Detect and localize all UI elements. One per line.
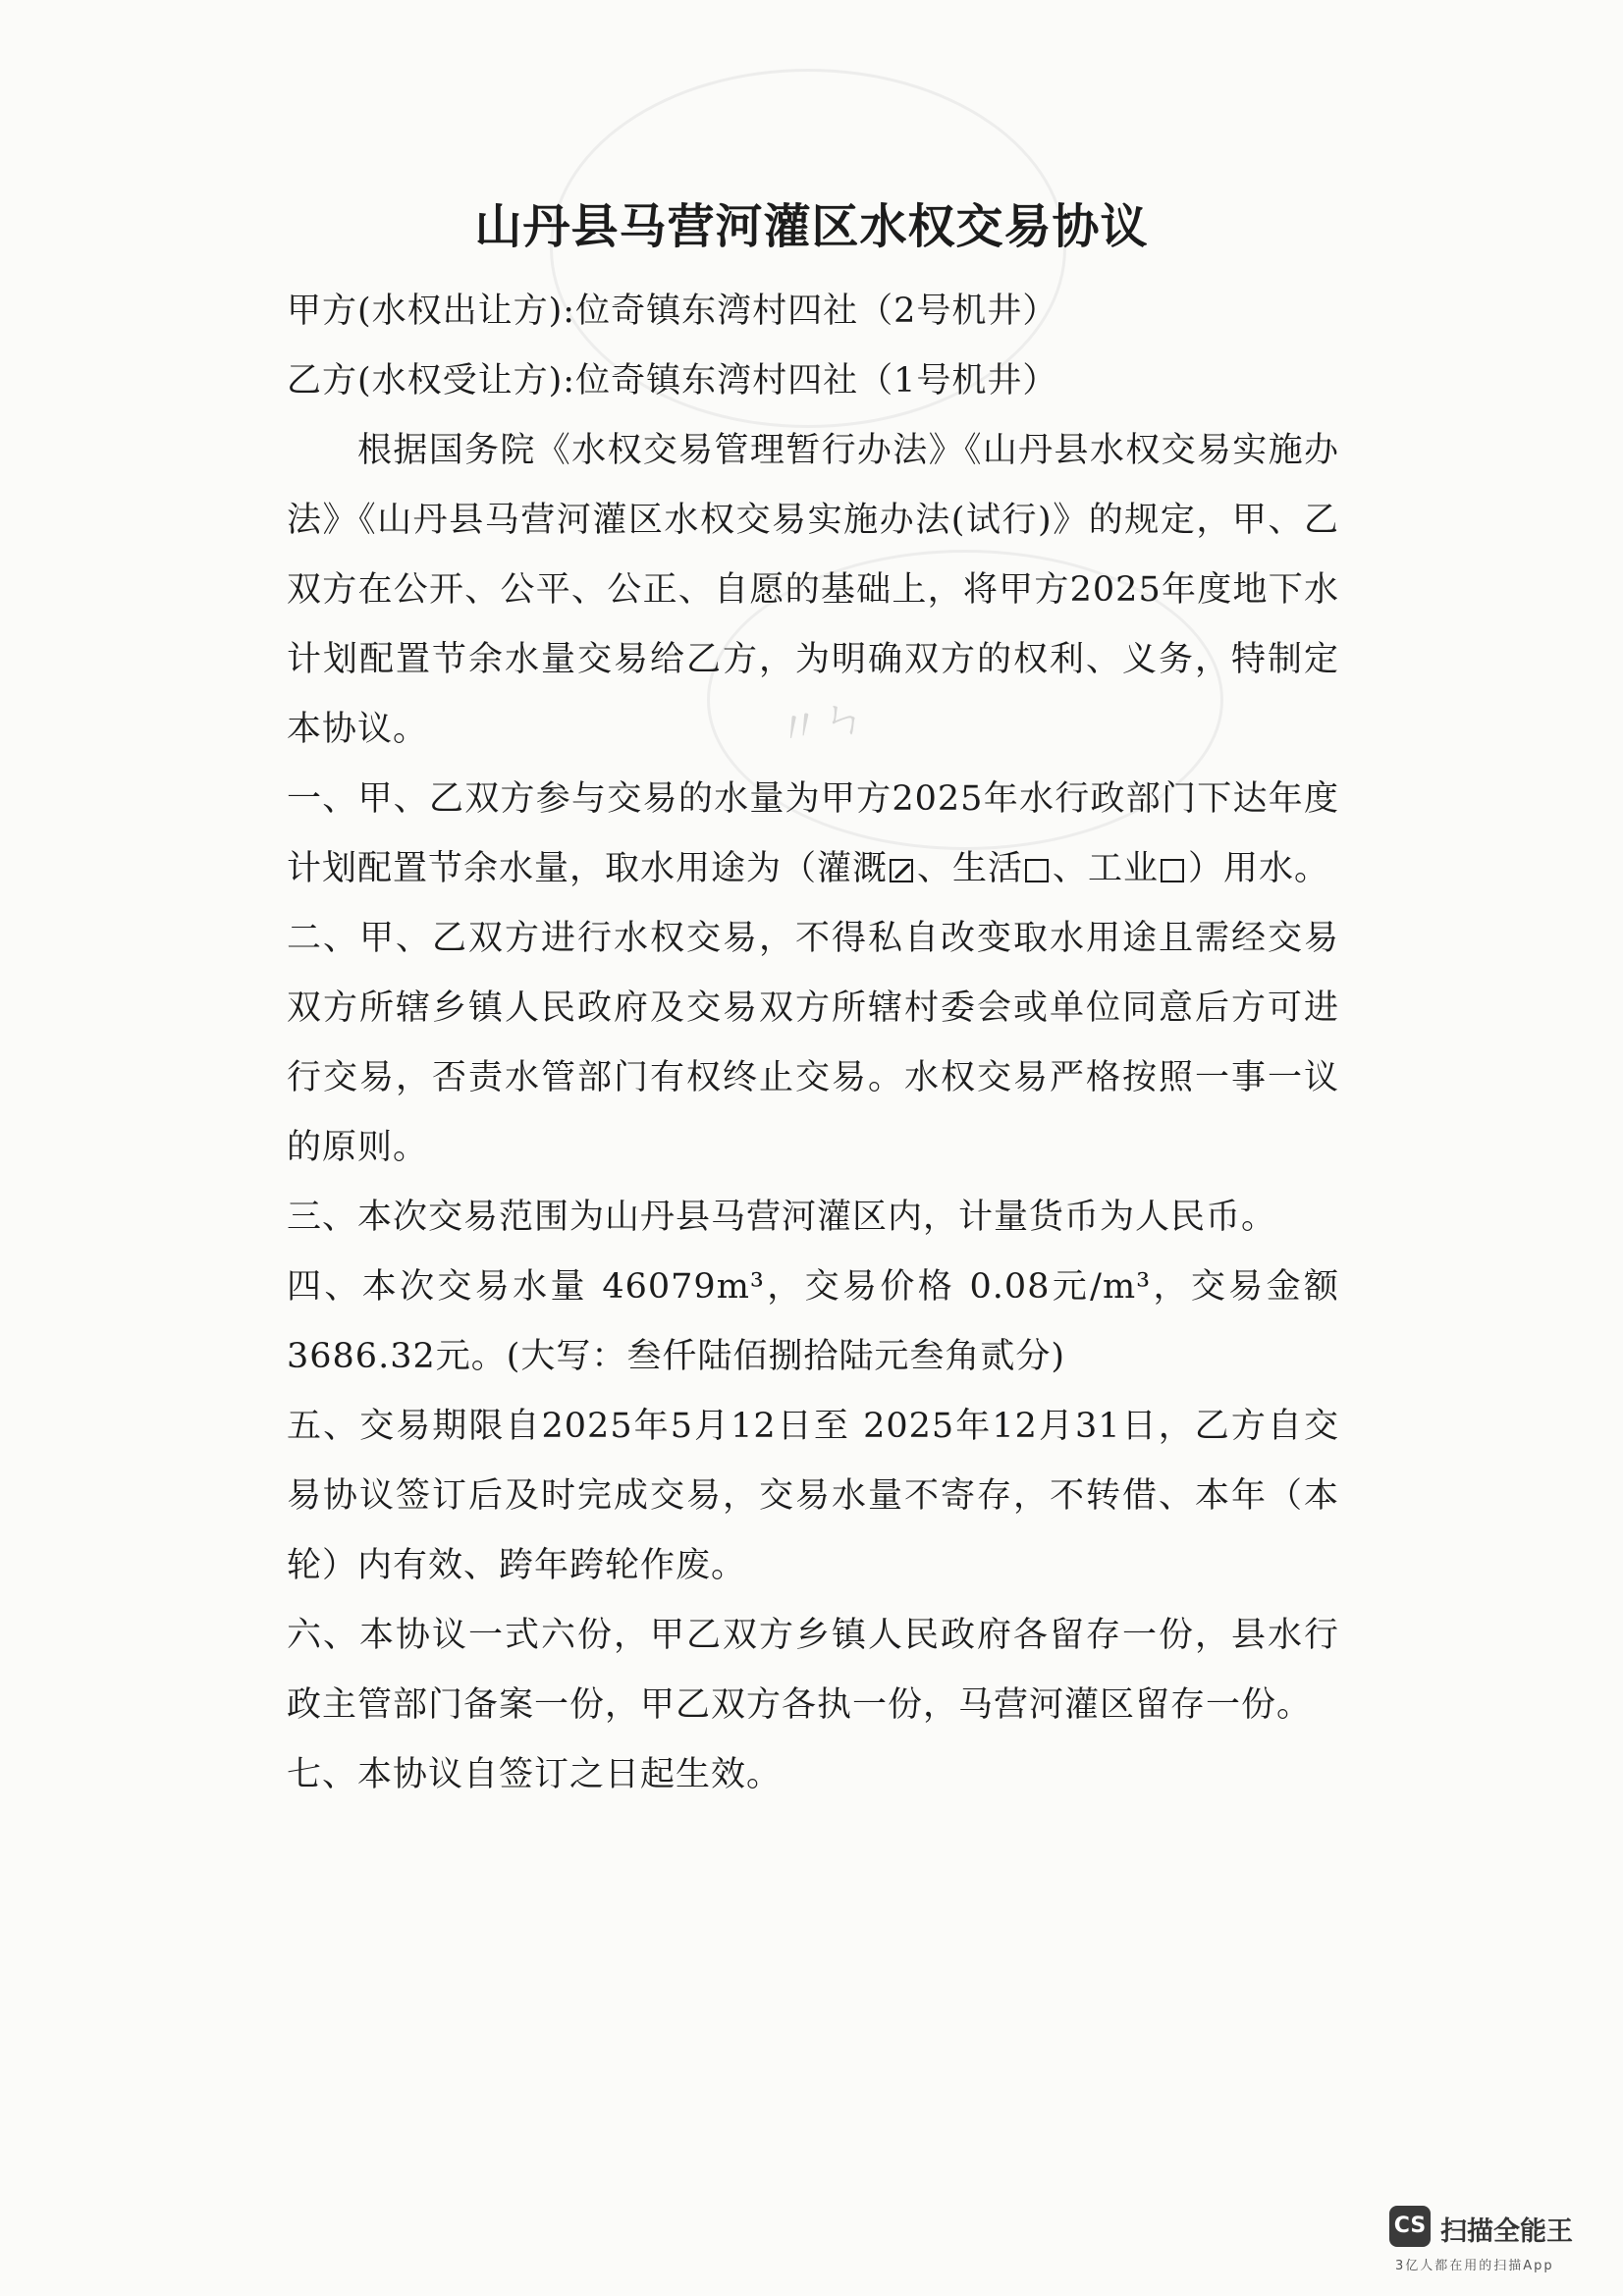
industrial-checkbox-unchecked bbox=[1161, 859, 1184, 882]
clause-6: 六、本协议一式六份，甲乙双方乡镇人民政府各留存一份，县水行政主管部门备案一份，甲乙双方各执一份，马营河灌区留存一份。 bbox=[287, 1616, 1339, 1725]
clause-1-text-b: 、生活 bbox=[917, 849, 1024, 888]
clause-1-text-d: ）用水。 bbox=[1188, 849, 1330, 888]
faint-signature-mark: 〃ㄣ bbox=[772, 686, 872, 758]
camscanner-watermark bbox=[1389, 2206, 1596, 2274]
party-a-line: 甲方(水权出让方):位奇镇东湾村四社（2号机井） bbox=[287, 292, 1058, 331]
camscanner-logo-icon: CS bbox=[1389, 2206, 1431, 2247]
watermark-tagline: 3亿人都在用的扫描App bbox=[1395, 2259, 1554, 2273]
page-title: 山丹县马营河灌区水权交易协议 bbox=[474, 199, 1149, 254]
clause-4: 四、本次交易水量 46079m³，交易价格 0.08元/m³，交易金额3686.32元。(大写：叁仟陆佰捌拾陆元叁角贰分) bbox=[287, 1267, 1339, 1376]
clause-1-text-a: 一、甲、乙双方参与交易的水量为甲方2025年水行政部门下达年度计划配置节余水量，取水用途为（灌溉 bbox=[287, 779, 1339, 888]
clause-3: 三、本次交易范围为山丹县马营河灌区内，计量货币为人民币。 bbox=[287, 1198, 1277, 1237]
preamble-paragraph: 根据国务院《水权交易管理暂行办法》《山丹县水权交易实施办法》《山丹县马营河灌区水权交易实施办法(试行)》的规定，甲、乙双方在公开、公平、公正、自愿的基础上，将甲方2025年度地下水计划配置节余水量交易给乙方，为明确双方的权利、义务，特制定本协议。 bbox=[287, 431, 1339, 749]
clause-2: 二、甲、乙双方进行水权交易，不得私自改变取水用途且需经交易双方所辖乡镇人民政府及交易双方所辖村委会或单位同意后方可进行交易，否责水管部门有权终止交易。水权交易严格按照一事一议的原则。 bbox=[287, 919, 1339, 1167]
irrigation-checkbox-checked bbox=[890, 859, 913, 882]
watermark-app-name: 扫描全能王 bbox=[1440, 2216, 1573, 2247]
party-b-line: 乙方(水权受让方):位奇镇东湾村四社（1号机井） bbox=[287, 361, 1058, 400]
clause-5: 五、交易期限自2025年5月12日至 2025年12月31日，乙方自交易协议签订后及时完成交易，交易水量不寄存，不转借、本年（本轮）内有效、跨年跨轮作废。 bbox=[287, 1407, 1339, 1585]
agreement-body bbox=[287, 277, 1339, 1810]
clause-1-text-c: 、工业 bbox=[1053, 849, 1160, 888]
clause-7: 七、本协议自签订之日起生效。 bbox=[287, 1755, 783, 1794]
domestic-checkbox-unchecked bbox=[1025, 859, 1049, 882]
clause-1 bbox=[287, 765, 1339, 904]
